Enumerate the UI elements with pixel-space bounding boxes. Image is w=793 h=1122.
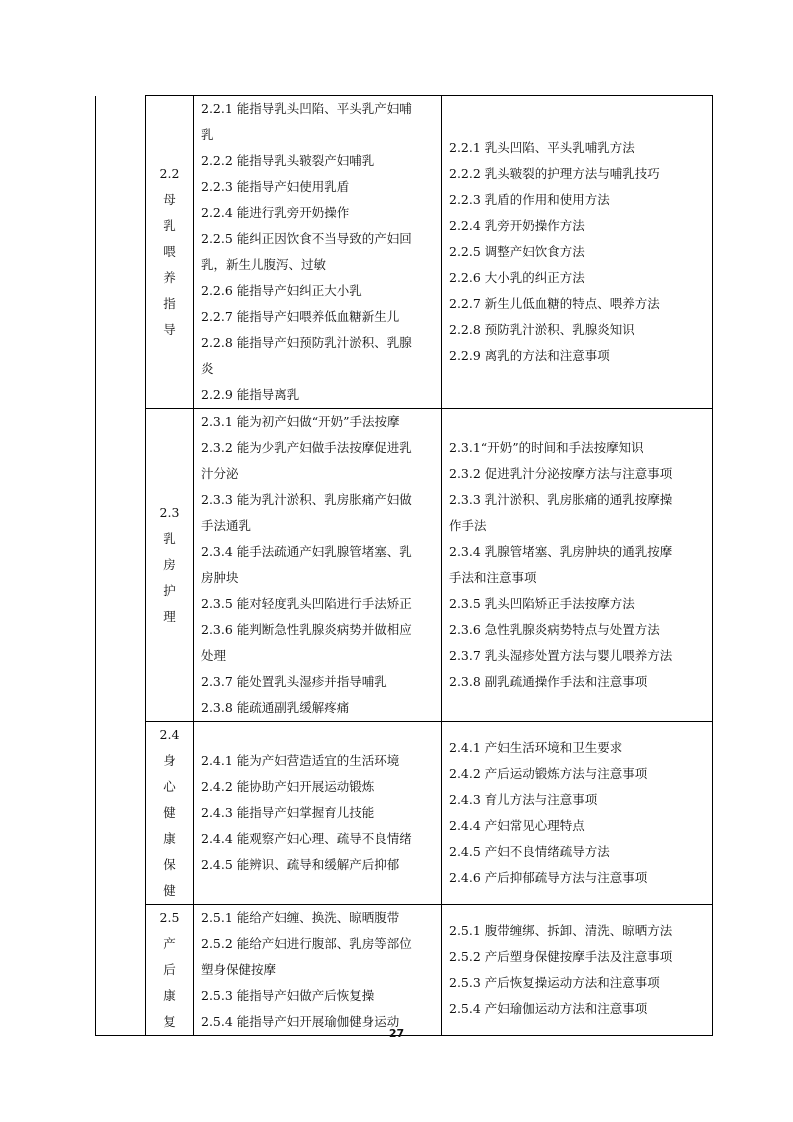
category-name-line: 乳房 [163, 531, 186, 572]
knowledge-line: 2.3.2 促进乳汁分泌按摩方法与注意事项 [449, 466, 673, 481]
knowledge-line: 2.2.3 乳盾的作用和使用方法 [449, 192, 610, 207]
skill-line: 2.4.4 能观察产妇心理、疏导不良情绪 [201, 831, 412, 846]
category-number: 2.5 [159, 910, 180, 925]
knowledge-line: 2.3.3 乳汁淤积、乳房胀痛的通乳按摩操 [449, 492, 673, 507]
skill-line: 2.3.5 能对轻度乳头凹陷进行手法矫正 [201, 596, 412, 611]
category-name-line: 保健 [163, 857, 186, 898]
skill-line: 2.2.6 能指导产妇纠正大小乳 [201, 283, 362, 298]
knowledge-line: 2.3.7 乳头湿疹处置方法与婴儿喂养方法 [449, 648, 673, 663]
skill-line: 乳 [201, 127, 214, 142]
knowledge-line: 2.2.9 离乳的方法和注意事项 [449, 348, 610, 363]
skill-line: 2.3.4 能手法疏通产妇乳腺管堵塞、乳 [201, 544, 412, 559]
knowledge-line: 2.4.5 产妇不良情绪疏导方法 [449, 844, 610, 859]
knowledge-line: 2.3.1“开奶”的时间和手法按摩知识 [449, 440, 644, 455]
skill-line: 2.4.1 能为产妇营造适宜的生活环境 [201, 753, 400, 768]
category-cell [146, 96, 194, 409]
standards-table-body [96, 96, 713, 1036]
knowledge-line: 2.4.6 产后抑郁疏导方法与注意事项 [449, 870, 648, 885]
knowledge-line: 2.2.2 乳头皲裂的护理方法与哺乳技巧 [449, 166, 660, 181]
knowledge-line: 作手法 [449, 518, 487, 533]
knowledge-line: 2.3.4 乳腺管堵塞、乳房肿块的通乳按摩 [449, 544, 673, 559]
category-number: 2.4 [159, 727, 180, 742]
skill-line: 乳，新生儿腹泻、过敏 [201, 257, 327, 272]
knowledge-line: 2.2.4 乳旁开奶操作方法 [449, 218, 585, 233]
category-name-line: 康复 [163, 988, 186, 1029]
knowledge-line: 2.3.8 副乳疏通操作手法和注意事项 [449, 674, 648, 689]
skill-line: 房肿块 [201, 570, 239, 585]
knowledge-line: 2.2.6 大小乳的纠正方法 [449, 270, 585, 285]
knowledge-line: 2.2.8 预防乳汁淤积、乳腺炎知识 [449, 322, 635, 337]
skill-line: 2.2.4 能进行乳旁开奶操作 [201, 205, 350, 220]
skill-line: 2.3.8 能疏通副乳缓解疼痛 [201, 700, 350, 715]
skill-line: 2.2.7 能指导产妇喂养低血糖新生儿 [201, 309, 400, 324]
standards-table [95, 95, 713, 1036]
skill-line: 2.3.7 能处置乳头湿疹并指导哺乳 [201, 674, 387, 689]
skill-line: 2.4.5 能辨识、疏导和缓解产后抑郁 [201, 857, 400, 872]
section-row [96, 96, 713, 409]
knowledge-requirements-cell [442, 409, 713, 722]
knowledge-line: 2.4.1 产妇生活环境和卫生要求 [449, 740, 623, 755]
skill-line: 2.3.2 能为少乳产妇做手法按摩促进乳 [201, 440, 412, 455]
skill-line: 2.3.6 能判断急性乳腺炎病势并做相应 [201, 622, 412, 637]
knowledge-line: 2.3.6 急性乳腺炎病势特点与处置方法 [449, 622, 660, 637]
category-name-line: 健康 [163, 805, 186, 846]
knowledge-requirements-cell [442, 905, 713, 1036]
category-name-line: 指导 [163, 296, 186, 337]
skill-line: 炎 [201, 361, 214, 376]
level-column-cell [96, 96, 146, 1036]
knowledge-line: 2.4.4 产妇常见心理特点 [449, 818, 585, 833]
skill-line: 2.5.2 能给产妇进行腹部、乳房等部位 [201, 936, 412, 951]
section-row [96, 905, 713, 1036]
skill-line: 2.4.2 能协助产妇开展运动锻炼 [201, 779, 375, 794]
knowledge-line: 2.4.3 育儿方法与注意事项 [449, 792, 598, 807]
knowledge-line: 2.3.5 乳头凹陷矫正手法按摩方法 [449, 596, 635, 611]
skill-requirements-cell [194, 905, 442, 1036]
skill-line: 2.2.2 能指导乳头皲裂产妇哺乳 [201, 153, 375, 168]
knowledge-line: 2.5.1 腹带缠绑、拆卸、清洗、晾晒方法 [449, 923, 673, 938]
knowledge-line: 2.5.4 产妇瑜伽运动方法和注意事项 [449, 1001, 648, 1016]
skill-line: 2.5.1 能给产妇缠、换洗、晾晒腹带 [201, 910, 400, 925]
page-number: 27 [388, 1027, 405, 1040]
knowledge-requirements-cell [442, 96, 713, 409]
skill-line: 2.3.1 能为初产妇做“开奶”手法按摩 [201, 414, 400, 429]
skill-line: 汁分泌 [201, 466, 239, 481]
skill-line: 2.2.8 能指导产妇预防乳汁淤积、乳腺 [201, 335, 412, 350]
section-row [96, 409, 713, 722]
category-name-line: 产后 [163, 936, 186, 977]
skill-line: 2.2.9 能指导离乳 [201, 387, 300, 402]
category-name-line: 身心 [163, 753, 186, 794]
knowledge-line: 2.5.3 产后恢复操运动方法和注意事项 [449, 975, 660, 990]
category-name-line: 喂养 [163, 244, 186, 285]
skill-line: 2.4.3 能指导产妇掌握育儿技能 [201, 805, 375, 820]
skill-requirements-cell [194, 96, 442, 409]
category-cell [146, 905, 194, 1036]
knowledge-requirements-cell [442, 722, 713, 905]
knowledge-line: 2.5.2 产后塑身保健按摩手法及注意事项 [449, 949, 673, 964]
category-number: 2.3 [159, 505, 180, 520]
skill-requirements-cell [194, 722, 442, 905]
knowledge-line: 2.4.2 产后运动锻炼方法与注意事项 [449, 766, 648, 781]
skill-line: 处理 [201, 648, 227, 663]
knowledge-line: 2.2.5 调整产妇饮食方法 [449, 244, 585, 259]
knowledge-line: 2.2.7 新生儿低血糖的特点、喂养方法 [449, 296, 660, 311]
section-row [96, 722, 713, 905]
skill-line: 2.5.4 能指导产妇开展瑜伽健身运动 [201, 1014, 400, 1029]
skill-line: 2.2.1 能指导乳头凹陷、平头乳产妇哺 [201, 101, 412, 116]
knowledge-line: 手法和注意事项 [449, 570, 537, 585]
skill-line: 塑身保健按摩 [201, 962, 277, 977]
skill-line: 2.3.3 能为乳汁淤积、乳房胀痛产妇做 [201, 492, 412, 507]
skill-line: 2.5.3 能指导产妇做产后恢复操 [201, 988, 375, 1003]
skill-line: 手法通乳 [201, 518, 252, 533]
skill-requirements-cell [194, 409, 442, 722]
category-name-line: 母乳 [163, 192, 186, 233]
skill-line: 2.2.5 能纠正因饮食不当导致的产妇回 [201, 231, 412, 246]
category-name-line: 护理 [163, 583, 186, 624]
category-cell [146, 409, 194, 722]
category-number: 2.2 [159, 166, 180, 181]
category-cell [146, 722, 194, 905]
skill-line: 2.2.3 能指导产妇使用乳盾 [201, 179, 350, 194]
knowledge-line: 2.2.1 乳头凹陷、平头乳哺乳方法 [449, 140, 635, 155]
